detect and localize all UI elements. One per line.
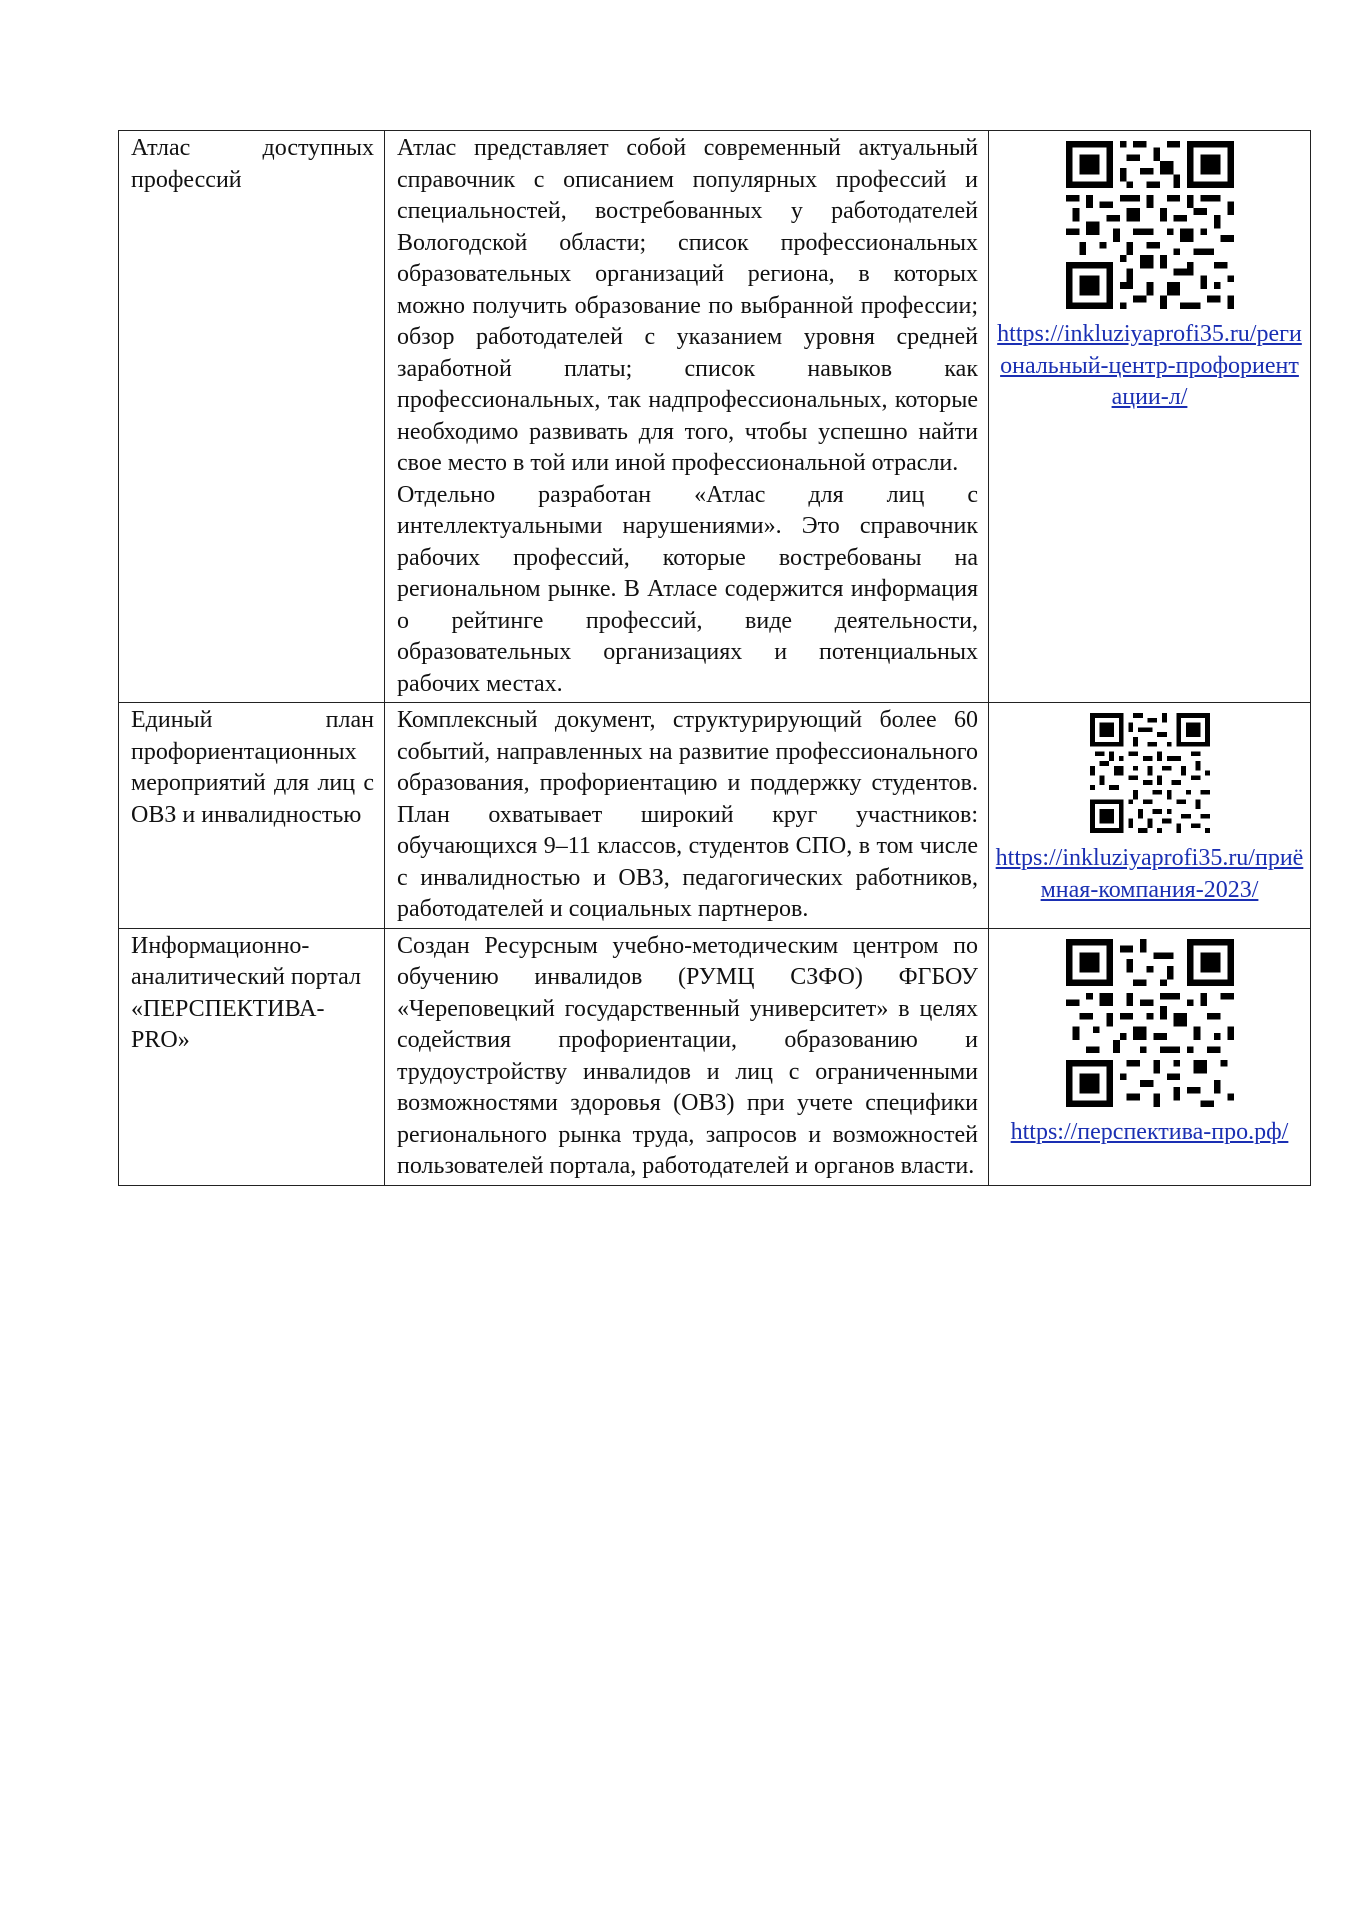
resource-name: Информационно-аналитический портал «ПЕРСПЕКТИВА-PRO» <box>119 928 385 1185</box>
resource-description <box>385 703 989 929</box>
description-paragraph: Атлас представляет собой современный актуальный справочник с описанием популярных профессий и специальностей, востребованных у работодателей Вологодской области; список профессиональных образовательных организаций региона, в которых можно получить образование по выбранной профессии; обзор работодателей с указанием уровня средней заработной платы; список навыков как профессиональных, так надпрофессиональных, которые необходимо развивать для того, чтобы успешно найти свое место в той или иной профессиональной отрасли. <box>397 135 978 476</box>
qr-code-icon <box>1066 141 1234 309</box>
table-row <box>119 703 1311 929</box>
resource-link-cell <box>989 703 1311 929</box>
description-paragraph: Отдельно разработан «Атлас для лиц с интеллектуальными нарушениями». Это справочник рабочих профессий, которые востребованы на региональном рынке. В Атласе содержится информация о рейтинге профессий, виде деятельности, образовательных организациях и потенциальных рабочих местах. <box>397 481 978 697</box>
description-paragraph: Комплексный документ, структурирующий более 60 событий, направленных на развитие профессионального образования, профориентацию и поддержку студентов. План охватывает широкий круг участников: обучающихся 9–11 классов, студентов СПО, в том числе с инвалидностью и ОВЗ, педагогических работников, работодателей и социальных партнеров. <box>397 707 978 922</box>
resource-link[interactable]: https://перспектива-про.рф/ <box>1010 1118 1289 1145</box>
table-row <box>119 131 1311 703</box>
resource-name: Атлас доступных профессий <box>119 131 385 703</box>
qr-code-icon <box>1090 713 1210 833</box>
qr-code-icon <box>1066 939 1234 1107</box>
resource-link-cell <box>989 928 1311 1185</box>
table-row <box>119 928 1311 1185</box>
resource-description <box>385 131 989 703</box>
resources-table <box>118 130 1311 1186</box>
resource-link[interactable]: https://inkluziyaprofi35.ru/приёмная-компания-2023/ <box>995 845 1304 903</box>
resource-description <box>385 928 989 1185</box>
resource-name: Единый план профориентационных мероприятий для лиц с ОВЗ и инвалидностью <box>119 703 385 929</box>
resource-link-cell <box>989 131 1311 703</box>
description-paragraph: Создан Ресурсным учебно-методическим центром по обучению инвалидов (РУМЦ СЗФО) ФГБОУ «Череповецкий государственный университет» в целях содействия профориентации, образованию и трудоустройству инвалидов и лиц с ограниченными возможностями здоровья (ОВЗ) при учете специфики регионального рынка труда, запросов и возможностей пользователей портала, работодателей и органов власти. <box>397 932 978 1179</box>
resource-link[interactable]: https://inkluziyaprofi35.ru/региональный-центр-профориентации-л/ <box>997 321 1302 410</box>
